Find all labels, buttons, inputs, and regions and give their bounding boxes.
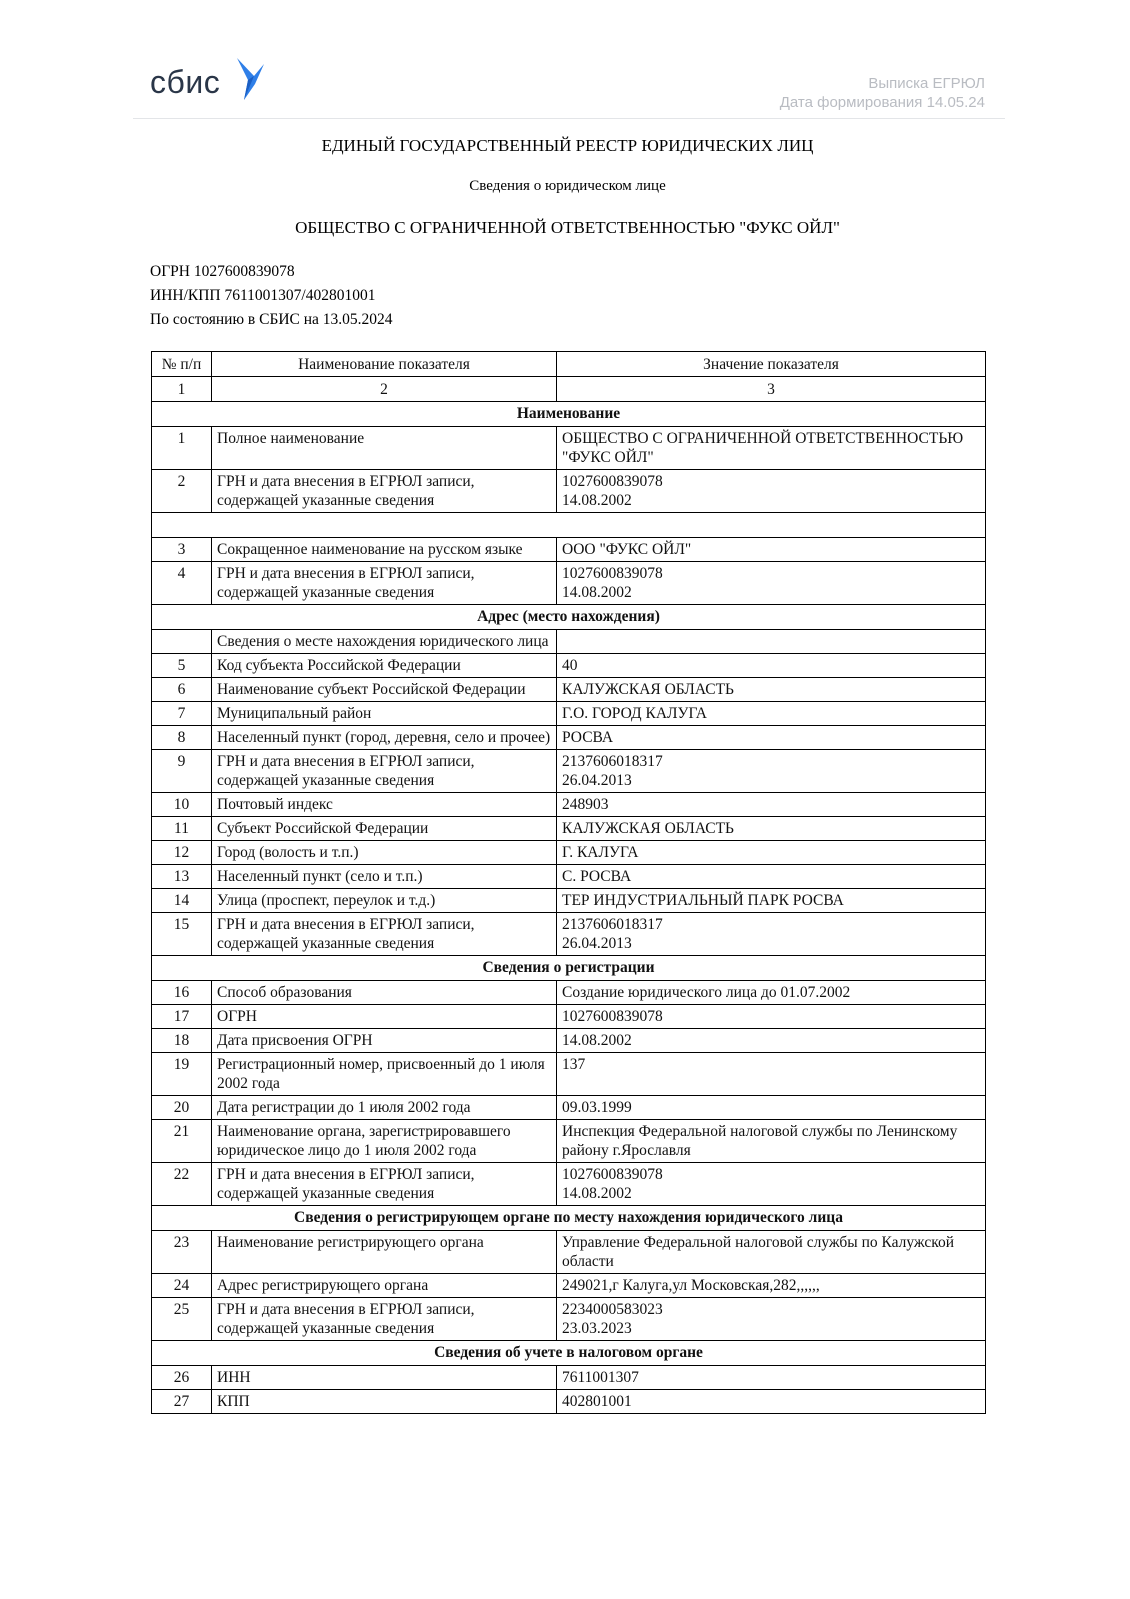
indicator-name: Город (волость и т.п.)	[212, 841, 557, 865]
row-number: 7	[152, 702, 212, 726]
row-number: 22	[152, 1163, 212, 1206]
indicator-name: Сведения о месте нахождения юридического лица	[212, 630, 557, 654]
value-line: ТЕР ИНДУСТРИАЛЬНЫЙ ПАРК РОСВА	[562, 892, 844, 909]
table-row	[152, 981, 986, 1005]
table-row	[152, 1274, 986, 1298]
value-line: Г. КАЛУГА	[562, 844, 639, 861]
table-column-numbers-row	[152, 377, 986, 402]
company-title: ОБЩЕСТВО С ОГРАНИЧЕННОЙ ОТВЕТСТВЕННОСТЬЮ "ФУКС ОЙЛ"	[295, 218, 840, 237]
value-date-line: 23.03.2023	[562, 1320, 632, 1337]
indicator-name: ГРН и дата внесения в ЕГРЮЛ записи, содержащей указанные сведения	[212, 1163, 557, 1206]
value-line: С. РОСВА	[562, 868, 632, 885]
value-line: 249021,г Калуга,ул Московская,282,,,,,,	[562, 1277, 820, 1294]
indicator-value	[557, 702, 986, 726]
indicator-value	[557, 1096, 986, 1120]
section-title: Сведения об учете в налоговом органе	[152, 1341, 986, 1366]
column-number-1: 1	[152, 377, 212, 402]
table-row	[152, 470, 986, 513]
row-number: 13	[152, 865, 212, 889]
value-line: КАЛУЖСКАЯ ОБЛАСТЬ	[562, 681, 734, 698]
indicator-name: Дата присвоения ОГРН	[212, 1029, 557, 1053]
row-number: 17	[152, 1005, 212, 1029]
table-row	[152, 1298, 986, 1341]
row-number: 6	[152, 678, 212, 702]
value-line: 7611001307	[562, 1369, 639, 1386]
table-row	[152, 1005, 986, 1029]
indicator-name: ОГРН	[212, 1005, 557, 1029]
indicator-value	[557, 427, 986, 470]
indicator-name: Дата регистрации до 1 июля 2002 года	[212, 1096, 557, 1120]
indicator-name: Код субъекта Российской Федерации	[212, 654, 557, 678]
indicator-name: Населенный пункт (город, деревня, село и прочее)	[212, 726, 557, 750]
table-row	[152, 750, 986, 793]
row-number: 5	[152, 654, 212, 678]
table-row	[152, 630, 986, 654]
registry-title: ЕДИНЫЙ ГОСУДАРСТВЕННЫЙ РЕЕСТР ЮРИДИЧЕСКИХ ЛИЦ	[321, 136, 814, 155]
row-number: 27	[152, 1390, 212, 1414]
table-row	[152, 1390, 986, 1414]
row-number: 8	[152, 726, 212, 750]
section-header-row	[152, 605, 986, 630]
row-number: 16	[152, 981, 212, 1005]
indicator-name: Полное наименование	[212, 427, 557, 470]
section-header-row	[152, 402, 986, 427]
value-line: ОБЩЕСТВО С ОГРАНИЧЕННОЙ ОТВЕТСТВЕННОСТЬЮ "ФУКС ОЙЛ"	[562, 430, 964, 466]
value-line: Инспекция Федеральной налоговой службы по Ленинскому району г.Ярославля	[562, 1123, 958, 1159]
indicator-name: Сокращенное наименование на русском языке	[212, 538, 557, 562]
page-header	[150, 56, 985, 118]
table-row	[152, 1096, 986, 1120]
indicator-name: ГРН и дата внесения в ЕГРЮЛ записи, содержащей указанные сведения	[212, 750, 557, 793]
value-line: КАЛУЖСКАЯ ОБЛАСТЬ	[562, 820, 734, 837]
value-line: 2234000583023	[562, 1301, 663, 1318]
indicator-value	[557, 538, 986, 562]
registry-table	[151, 351, 986, 1414]
indicator-name: Субъект Российской Федерации	[212, 817, 557, 841]
indicator-value	[557, 470, 986, 513]
indicator-name: Регистрационный номер, присвоенный до 1 июля 2002 года	[212, 1053, 557, 1096]
as-of-line: По состоянию в СБИС на 13.05.2024	[150, 311, 393, 328]
table-row	[152, 889, 986, 913]
table-row	[152, 702, 986, 726]
value-line: 1027600839078	[562, 565, 663, 582]
value-line: 248903	[562, 796, 609, 813]
table-row	[152, 1029, 986, 1053]
table-row	[152, 1053, 986, 1096]
table-row	[152, 654, 986, 678]
indicator-value	[557, 1274, 986, 1298]
row-number	[152, 630, 212, 654]
inn-kpp-line: ИНН/КПП 7611001307/402801001	[150, 287, 376, 304]
indicator-value	[557, 1005, 986, 1029]
indicator-value	[557, 1390, 986, 1414]
indicator-name: Улица (проспект, переулок и т.д.)	[212, 889, 557, 913]
indicator-value	[557, 865, 986, 889]
indicator-name: ИНН	[212, 1366, 557, 1390]
indicator-value	[557, 913, 986, 956]
indicator-name: Населенный пункт (село и т.п.)	[212, 865, 557, 889]
indicator-value	[557, 1298, 986, 1341]
indicator-value	[557, 562, 986, 605]
table-header-row	[152, 352, 986, 377]
row-number: 3	[152, 538, 212, 562]
indicator-name: Наименование субъект Российской Федерации	[212, 678, 557, 702]
indicator-name: Почтовый индекс	[212, 793, 557, 817]
spacer-cell	[152, 513, 986, 538]
indicator-value	[557, 981, 986, 1005]
value-line: Создание юридического лица до 01.07.2002	[562, 984, 851, 1001]
value-line: Управление Федеральной налоговой службы по Калужской области	[562, 1234, 955, 1270]
table-row	[152, 562, 986, 605]
row-number: 18	[152, 1029, 212, 1053]
value-date-line: 26.04.2013	[562, 772, 632, 789]
section-title: Наименование	[152, 402, 986, 427]
indicator-value	[557, 841, 986, 865]
section-title: Сведения о регистрирующем органе по месту нахождения юридического лица	[152, 1206, 986, 1231]
indicator-value	[557, 1029, 986, 1053]
value-line: 2137606018317	[562, 916, 663, 933]
table-row	[152, 817, 986, 841]
table-row	[152, 1231, 986, 1274]
indicator-value	[557, 1120, 986, 1163]
value-date-line: 14.08.2002	[562, 1185, 632, 1202]
indicator-value	[557, 630, 986, 654]
indicator-value	[557, 817, 986, 841]
registry-table-container	[151, 351, 986, 1550]
indicator-value	[557, 1366, 986, 1390]
doc-type-label: Выписка ЕГРЮЛ	[868, 75, 985, 92]
indicator-value	[557, 1163, 986, 1206]
indicator-name: Адрес регистрирующего органа	[212, 1274, 557, 1298]
indicator-name: КПП	[212, 1390, 557, 1414]
table-row	[152, 841, 986, 865]
ogrn-line: ОГРН 1027600839078	[150, 263, 295, 280]
value-line: Г.О. ГОРОД КАЛУГА	[562, 705, 707, 722]
indicator-name: Наименование органа, зарегистрировавшего юридическое лицо до 1 июля 2002 года	[212, 1120, 557, 1163]
indicator-name: Способ образования	[212, 981, 557, 1005]
row-number: 12	[152, 841, 212, 865]
row-number: 25	[152, 1298, 212, 1341]
row-number: 9	[152, 750, 212, 793]
header-indicator: Наименование показателя	[212, 352, 557, 377]
indicator-value	[557, 726, 986, 750]
value-line: 137	[562, 1056, 586, 1073]
row-number: 21	[152, 1120, 212, 1163]
section-header-row	[152, 956, 986, 981]
value-line: 1027600839078	[562, 1166, 663, 1183]
indicator-name: Муниципальный район	[212, 702, 557, 726]
value-line: 40	[562, 657, 578, 674]
table-row	[152, 678, 986, 702]
logo-text: сбис	[150, 64, 221, 100]
bird-logo-icon	[235, 56, 265, 102]
row-number: 26	[152, 1366, 212, 1390]
row-number: 11	[152, 817, 212, 841]
value-line: ООО "ФУКС ОЙЛ"	[562, 541, 692, 558]
indicator-value	[557, 793, 986, 817]
header-meta	[780, 74, 985, 112]
header-value: Значение показателя	[557, 352, 986, 377]
row-number: 1	[152, 427, 212, 470]
row-number: 15	[152, 913, 212, 956]
table-row	[152, 913, 986, 956]
generated-date: Дата формирования 14.05.24	[779, 94, 985, 111]
company-identifiers	[150, 260, 393, 332]
indicator-name: Наименование регистрирующего органа	[212, 1231, 557, 1274]
indicator-name: ГРН и дата внесения в ЕГРЮЛ записи, содержащей указанные сведения	[212, 1298, 557, 1341]
indicator-name: ГРН и дата внесения в ЕГРЮЛ записи, содержащей указанные сведения	[212, 913, 557, 956]
section-title: Сведения о регистрации	[152, 956, 986, 981]
row-number: 4	[152, 562, 212, 605]
table-row	[152, 538, 986, 562]
value-line: 09.03.1999	[562, 1099, 632, 1116]
row-number: 14	[152, 889, 212, 913]
value-date-line: 26.04.2013	[562, 935, 632, 952]
value-line: РОСВА	[562, 729, 614, 746]
value-line: 1027600839078	[562, 473, 663, 490]
column-number-3: 3	[557, 377, 986, 402]
table-row	[152, 427, 986, 470]
table-row	[152, 726, 986, 750]
row-number: 19	[152, 1053, 212, 1096]
header-number: № п/п	[152, 352, 212, 377]
indicator-value	[557, 889, 986, 913]
document-subtitle: Сведения о юридическом лице	[469, 178, 666, 194]
table-row	[152, 1163, 986, 1206]
sbis-logo	[150, 56, 280, 106]
value-date-line: 14.08.2002	[562, 584, 632, 601]
indicator-name: ГРН и дата внесения в ЕГРЮЛ записи, содержащей указанные сведения	[212, 562, 557, 605]
indicator-value	[557, 1231, 986, 1274]
indicator-value	[557, 654, 986, 678]
table-row	[152, 793, 986, 817]
row-number: 24	[152, 1274, 212, 1298]
row-number: 23	[152, 1231, 212, 1274]
column-number-2: 2	[212, 377, 557, 402]
row-number: 2	[152, 470, 212, 513]
value-line: 14.08.2002	[562, 1032, 632, 1049]
indicator-value	[557, 1053, 986, 1096]
table-row	[152, 1120, 986, 1163]
table-row	[152, 865, 986, 889]
value-date-line: 14.08.2002	[562, 492, 632, 509]
value-line: 1027600839078	[562, 1008, 663, 1025]
spacer-row	[152, 513, 986, 538]
row-number: 10	[152, 793, 212, 817]
section-title: Адрес (место нахождения)	[152, 605, 986, 630]
table-row	[152, 1366, 986, 1390]
section-header-row	[152, 1206, 986, 1231]
indicator-value	[557, 678, 986, 702]
section-header-row	[152, 1341, 986, 1366]
row-number: 20	[152, 1096, 212, 1120]
indicator-name: ГРН и дата внесения в ЕГРЮЛ записи, содержащей указанные сведения	[212, 470, 557, 513]
indicator-value	[557, 750, 986, 793]
value-line: 2137606018317	[562, 753, 663, 770]
value-line: 402801001	[562, 1393, 632, 1410]
header-divider	[133, 118, 1005, 119]
